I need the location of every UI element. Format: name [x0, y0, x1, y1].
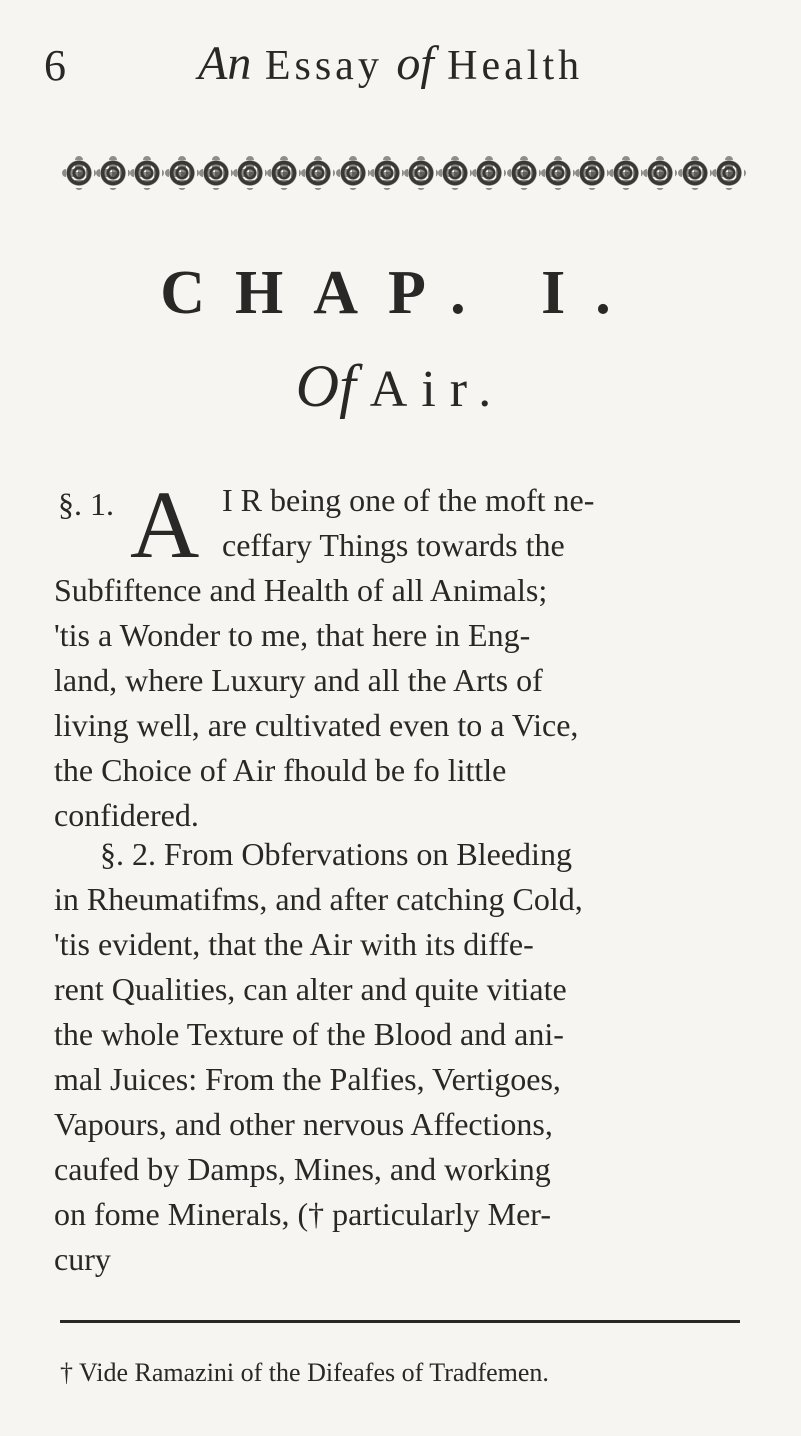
text-line: 'tis a Wonder to me, that here in Eng- — [54, 617, 531, 653]
ornament-flower-icon — [201, 158, 231, 188]
ornament-flower-icon — [64, 158, 94, 188]
text-line: Subfiftence and Health of all Animals; — [54, 572, 548, 608]
ornament-flower-icon — [680, 158, 710, 188]
ornament-flower-icon — [714, 158, 744, 188]
ornament-flower-icon — [167, 158, 197, 188]
ornament-flower-icon — [338, 158, 368, 188]
text-line: living well, are cultivated even to a Vice, — [54, 707, 579, 743]
footnote: † Vide Ramazini of the Difeafes of Tradfemen. — [60, 1358, 549, 1387]
text-line: mal Juices: From the Palfies, Vertigoes, — [54, 1061, 561, 1097]
text-line: rent Qualities, can alter and quite vitiate — [54, 971, 567, 1007]
running-head — [0, 37, 801, 100]
text-line: in Rheumatifms, and after catching Cold, — [54, 881, 583, 917]
text-line: land, where Luxury and all the Arts of — [54, 662, 543, 698]
ornament-flower-icon — [372, 158, 402, 188]
ornament-flower-icon — [235, 158, 265, 188]
text-line: Vapours, and other nervous Affections, — [54, 1106, 553, 1142]
text-line: I R being one of the moft ne- — [222, 482, 595, 518]
ornament-flower-icon — [406, 158, 436, 188]
chapter-heading: CHAP. I. — [160, 259, 641, 327]
drop-cap: A — [130, 471, 200, 578]
subtitle-air: Air. — [369, 361, 506, 418]
ornament-flower-icon — [611, 158, 641, 188]
section-mark: §. 1. — [58, 486, 114, 522]
text-line: ceffary Things towards the — [222, 527, 565, 563]
ornament-flower-icon — [303, 158, 333, 188]
page-number: 6 — [44, 41, 66, 90]
title-an: An — [198, 37, 252, 90]
text-line: 'tis evident, that the Air with its diffe- — [54, 926, 534, 962]
catchword: cury — [54, 1241, 111, 1277]
chapter-subtitle — [0, 352, 801, 421]
footnote-rule — [60, 1320, 740, 1323]
ornament-flower-icon — [269, 158, 299, 188]
ornament-flower-icon — [98, 158, 128, 188]
ornament-flower-icon — [132, 158, 162, 188]
text-line: on fome Minerals, († particularly Mer- — [54, 1196, 551, 1232]
ornament-flower-icon — [509, 158, 539, 188]
running-title — [198, 36, 583, 91]
ornament-flower-icon — [543, 158, 573, 188]
ornament-flower-icon — [645, 158, 675, 188]
text-line: §. 2. From Obfervations on Bleeding — [100, 836, 572, 872]
subtitle-of: Of — [295, 353, 356, 419]
text-line: the whole Texture of the Blood and ani- — [54, 1016, 564, 1052]
decorative-ornament-band — [64, 150, 744, 196]
ornament-flower-icon — [474, 158, 504, 188]
ornament-flower-icon — [440, 158, 470, 188]
title-of: of — [396, 37, 434, 90]
ornament-flower-icon — [577, 158, 607, 188]
title-essay: Essay — [264, 43, 383, 89]
title-health: Health — [447, 43, 584, 89]
text-line: caufed by Damps, Mines, and working — [54, 1151, 551, 1187]
text-line: confidered. — [54, 797, 199, 833]
text-line: the Choice of Air fhould be fo little — [54, 752, 507, 788]
